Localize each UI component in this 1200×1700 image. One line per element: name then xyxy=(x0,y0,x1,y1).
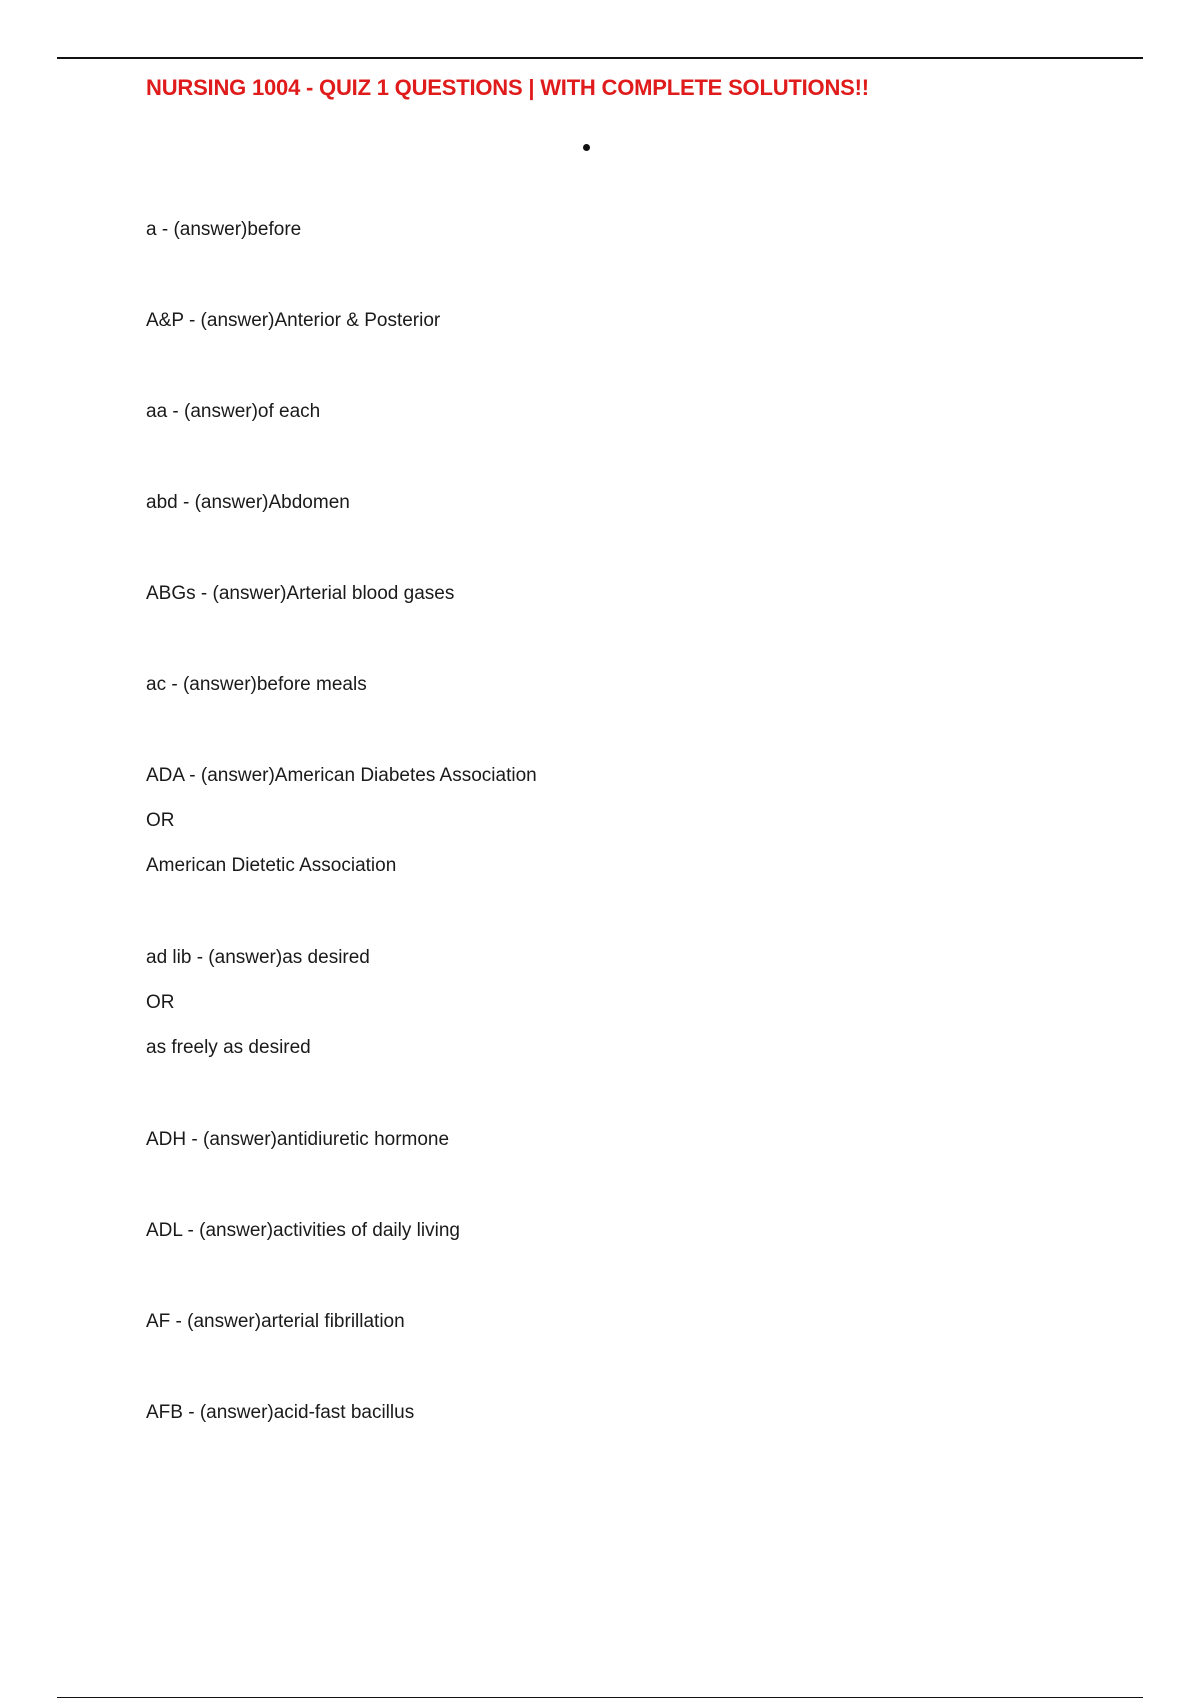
entry-line: American Dietetic Association xyxy=(146,855,397,876)
entry-line: AF - (answer)arterial fibrillation xyxy=(146,1311,405,1332)
list-item xyxy=(146,1128,1146,1173)
entry-line: OR xyxy=(146,810,175,831)
entry-line: abd - (answer)Abdomen xyxy=(146,492,350,513)
entry-line: OR xyxy=(146,992,175,1013)
entry-line: AFB - (answer)acid-fast bacillus xyxy=(146,1402,415,1423)
bullet-point xyxy=(583,144,590,151)
entry-line: as freely as desired xyxy=(146,1037,311,1058)
list-item xyxy=(146,1310,1146,1355)
list-item xyxy=(146,309,1146,354)
list-item xyxy=(146,400,1146,445)
entry-line: ac - (answer)before meals xyxy=(146,674,367,695)
entry-line: ad lib - (answer)as desired xyxy=(146,947,370,968)
top-rule xyxy=(57,57,1143,59)
list-item xyxy=(146,1219,1146,1264)
list-item xyxy=(146,946,1146,1081)
list-item xyxy=(146,491,1146,536)
bottom-rule xyxy=(57,1697,1143,1698)
entry-line: ABGs - (answer)Arterial blood gases xyxy=(146,583,455,604)
entry-line: ADH - (answer)antidiuretic hormone xyxy=(146,1129,450,1150)
list-item xyxy=(146,673,1146,718)
entry-line: ADA - (answer)American Diabetes Association xyxy=(146,765,537,786)
list-item xyxy=(146,764,1146,899)
entry-line: a - (answer)before xyxy=(146,219,302,240)
list-item xyxy=(146,582,1146,627)
entry-line: aa - (answer)of each xyxy=(146,401,321,422)
entry-line: ADL - (answer)activities of daily living xyxy=(146,1220,460,1241)
list-item xyxy=(146,218,1146,263)
list-item xyxy=(146,1401,1146,1446)
entry-line: A&P - (answer)Anterior & Posterior xyxy=(146,310,441,331)
document-title: NURSING 1004 - QUIZ 1 QUESTIONS | WITH COMPLETE SOLUTIONS!! xyxy=(146,75,869,100)
